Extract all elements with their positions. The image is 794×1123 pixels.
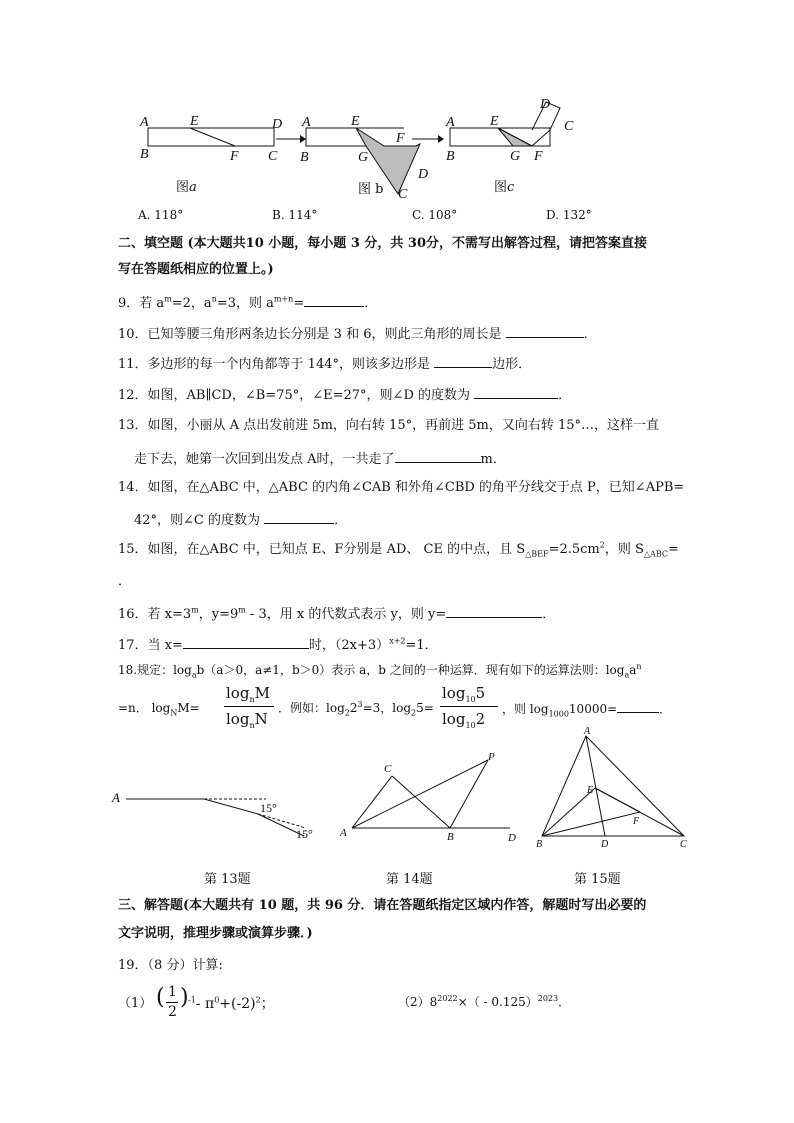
fig-c-label-g: G [510,149,521,164]
q19-1-end: ； [260,996,275,1012]
q9-post: = [293,296,305,311]
section2-heading-line1: 二、填空题 (本大题共10 小题，每小题 3 分，共 30分，不需写出解答过程，请把答案直接 [118,236,648,251]
question-10 [118,325,597,343]
fig-c-label-f: F [534,149,543,164]
q15-sub2: △ABC [643,549,668,559]
q18-frac1-num-log: log [226,684,250,702]
fig-a-caption-prefix: 图 [176,180,190,195]
q18-frac1-bar [224,706,274,707]
q18-ex-sub1: 2 [344,708,350,718]
q17-pre: 17．当 x= [118,638,183,653]
q19-2-label: （2）8 [398,995,438,1009]
question-19-part1 [118,982,378,1026]
q18-answer-blank[interactable] [617,700,659,713]
fig14-label-p: P [488,751,495,763]
q19-2-exp: 2022 [437,994,458,1003]
q15-end: = [667,542,679,557]
q19-1-frac-bar [166,1002,178,1003]
fig-c-label-b: B [446,149,455,164]
q18-ex-sup1: 3 [357,700,363,709]
q17-end: =1． [405,638,438,653]
question-13-line2 [134,450,506,468]
q16-answer-blank[interactable] [446,605,542,618]
fig-c-label-d: D [540,97,551,112]
q18-frac2-den-sub: 10 [465,721,476,730]
q10-text: 10．已知等腰三角形两条边长分别是 3 和 6，则此三角形的周长是 [118,327,502,342]
fig15-label-a: A [584,726,591,737]
q18-line1a: 18.规定：log [118,663,192,677]
q9-mid2: =3，则 a [216,296,274,311]
q13-answer-blank[interactable] [395,450,481,463]
q18-ex-a: ．例如：log [278,701,345,715]
q12-end: ． [558,388,572,403]
fig-a-label-d: D [272,117,283,132]
fig-a-label-a: A [140,115,149,130]
fig-b-label-f: F [396,131,405,146]
q18-frac2-num-log: log [442,684,466,702]
q16-mid: ，y=9 [198,607,239,622]
fig-a-caption-letter: a [189,180,197,195]
q19-1-rest2: +(-2) [219,996,256,1012]
q16-sup2: m [238,605,246,615]
q19-1-expr [188,996,275,1012]
q18-frac2-num-sub: 10 [465,695,476,704]
q11-text: 11．多边形的每一个内角都等于 144°，则该多边形是 [118,357,430,372]
fig-c-label-a: A [446,115,455,130]
option-d: D. 132° [546,208,592,222]
question-13-line1: 13．如图，小丽从 A 点出发前进 5m，向右转 15°，再前进 5m，又向右转 15°…，这样一直 [118,418,660,433]
q12-answer-blank[interactable] [474,386,558,399]
figure-14 [334,750,524,850]
q9-sup1: m [164,294,172,304]
q18-line1b: b（a＞0，a≠1，b＞0）表示 a，b 之间的一种运算．现有如下的运算法则：log [196,663,625,677]
q18-frac1-num-sub: n [249,695,255,704]
fig13-label-a: A [112,790,120,805]
q16-end: ． [542,607,556,622]
q18-ex-c: =3，log [362,701,412,715]
q18-ex-f: 10000= [568,702,618,716]
q18-fraction-2 [440,683,498,731]
q18-frac2-den-log: log [442,710,466,728]
fig13-angle-2: 15° [296,827,313,841]
fig-a-label-e: E [190,114,199,129]
q15-mid2: ，则 S [604,542,644,557]
question-18-line1 [118,662,642,678]
fig15-label-e: E [587,785,594,796]
q19-1-exp2: 0 [214,995,220,1005]
q10-answer-blank[interactable] [506,325,584,338]
q18-frac1-num [226,684,270,704]
section3-heading-line2: 文字说明，推理步骤或演算步骤．) [118,926,313,941]
q14-end: ． [334,513,348,528]
q17-sup: x+2 [389,636,406,646]
figure-folding-c [440,94,590,194]
fig-b-label-g: G [358,150,369,165]
q18-example [278,700,434,716]
fig14-caption: 第 14题 [386,872,433,887]
fig-c-caption [494,176,514,195]
q13-end: m． [480,452,506,467]
q9-mid1: =2，a [171,296,212,311]
q18-frac2-bar [440,706,498,707]
q18-line1-sub2: a [624,670,630,680]
section3-heading-line1: 三、解答题(本大题共有 10 题，共 96 分．请在答题纸指定区域内作答，解题时写出必要的 [118,898,647,913]
q19-1-paren-open: ( [156,985,165,1010]
q18-frac1-den-var: N [254,710,268,728]
fig-c-label-c: C [564,119,574,134]
fig13-angle-1: 15° [260,801,277,815]
question-11 [118,355,531,373]
q19-1-exp3: 2 [255,995,261,1005]
q19-1-rest: - π [195,996,215,1012]
arrow-2 [410,132,444,146]
q18-ex-sub3: 1000 [548,709,569,719]
q17-mid: 时，（2x+3） [308,638,390,653]
q19-1-paren-close: ) [180,985,189,1010]
section2-heading-line2: 写在答题纸相应的位置上。) [118,262,274,277]
question-14-line1: 14．如图，在△ABC 中，△ABC 的内角∠CAB 和外角∠CBD 的角平分线交于点 P，已知∠APB= [118,480,685,495]
q19-2-mid: ×（ - 0.125） [457,995,538,1009]
q16-post: - 3，用 x 的代数式表示 y，则 y= [245,607,447,622]
q18-line1-sub: a [191,670,197,680]
q18-line2-start [118,700,200,716]
question-15-line2: ． [118,574,132,589]
q17-answer-blank[interactable] [183,636,309,649]
q18-frac2-den-var: 2 [475,710,486,728]
fig-c-label-e: E [490,114,499,129]
option-c: C. 108° [412,208,458,222]
q18-ex-b: 2 [349,701,358,715]
fig-a-label-b: B [140,147,149,162]
fig15-label-b: B [536,839,543,850]
fig-b-label-c: C [398,187,408,202]
q14-answer-blank[interactable] [264,511,334,524]
fig13-caption: 第 13题 [204,872,251,887]
q18-frac2-num [442,684,486,704]
q18-frac1-den-log: log [226,710,250,728]
q9-end: ． [364,296,378,311]
fig-a-label-c: C [268,149,278,164]
q18-frac2-den [442,710,486,730]
fig15-caption: 第 15题 [574,872,621,887]
q15-mid: =2.5cm [548,542,600,557]
fig-c-caption-letter: c [507,180,515,195]
q9-answer-blank[interactable] [304,294,364,307]
fig14-label-a: A [340,827,347,839]
q9-sup3: m+n [273,294,294,304]
fig-b-label-a: A [302,115,311,130]
q11-answer-blank[interactable] [434,355,492,368]
fig-b-label-e: E [351,114,360,129]
q19-1-den: 2 [168,1004,177,1020]
q18-ex-d: 5= [416,701,434,715]
q16-sup1: m [191,605,199,615]
figure-folding-a [130,108,290,198]
fig-b-caption: 图 b [358,182,384,197]
q12-text: 12．如图，AB∥CD，∠B=75°，∠E=27°，则∠D 的度数为 [118,388,471,403]
fig-a-label-f: F [230,149,239,164]
q19-2-end: ． [558,995,571,1009]
q19-1-exp1: -1 [188,995,196,1005]
fig14-label-b: B [447,831,454,843]
question-19-part2 [398,994,570,1010]
fig-c-caption-prefix: 图 [494,180,508,195]
q19-1-num: 1 [168,984,177,1000]
q18-frac1-den-sub: n [249,721,255,730]
q18-line2-sub: N [170,708,178,718]
fig-b-label-b: B [300,150,309,165]
question-9 [118,294,377,312]
q18-ex-e: ，则 log [502,702,549,716]
question-17 [118,636,438,654]
fig-b-label-d: D [418,167,429,182]
q18-line2b: M= [177,701,200,715]
question-15 [118,542,679,558]
fig14-label-c: C [384,763,392,775]
q18-line1-sup: n [636,662,642,671]
q18-frac2-num-var: 5 [475,684,486,702]
q16-pre: 16．若 x=3 [118,607,192,622]
q18-ex-sub2: 2 [411,708,417,718]
q15-sup: 2 [599,540,605,550]
question-14-line2 [134,511,347,529]
question-16 [118,605,555,623]
fig14-label-d: D [508,832,516,844]
question-19: 19．（8 分）计算: [118,958,223,973]
q15-sub1: △BEF [525,549,549,559]
q18-end: ． [659,702,672,716]
q18-frac1-den [226,710,268,730]
q9-sup2: n [211,294,217,304]
figure-15 [532,726,696,852]
q18-line1c: a [629,663,637,677]
q18-line2a: =n． log [118,701,171,715]
q18-fraction-1 [224,683,274,731]
q19-2-exp2: 2023 [537,994,559,1003]
figure-13 [108,780,328,850]
q9-pre: 9．若 a [118,296,165,311]
q19-1-label: （1） [118,996,153,1011]
option-b: B. 114° [272,208,318,222]
q18-tail [502,700,671,717]
q11-end: 边形． [492,357,532,372]
q19-1-fraction [166,984,180,1022]
fig15-label-f: F [633,816,640,827]
fig15-label-d: D [601,839,609,850]
fig-a-caption [176,176,197,195]
question-12 [118,386,571,404]
q10-end: ． [583,327,597,342]
q13-text: 走下去，她第一次回到出发点 A时，一共走了 [134,452,395,467]
fig15-label-c: C [680,839,687,850]
q18-frac1-num-var: M [254,684,270,702]
q15-pre: 15．如图，在△ABC 中，已知点 E、F分别是 AD、 CE 的中点，且 S [118,542,526,557]
q14-text: 42°，则∠C 的度数为 [134,513,261,528]
option-a: A. 118° [138,208,184,222]
